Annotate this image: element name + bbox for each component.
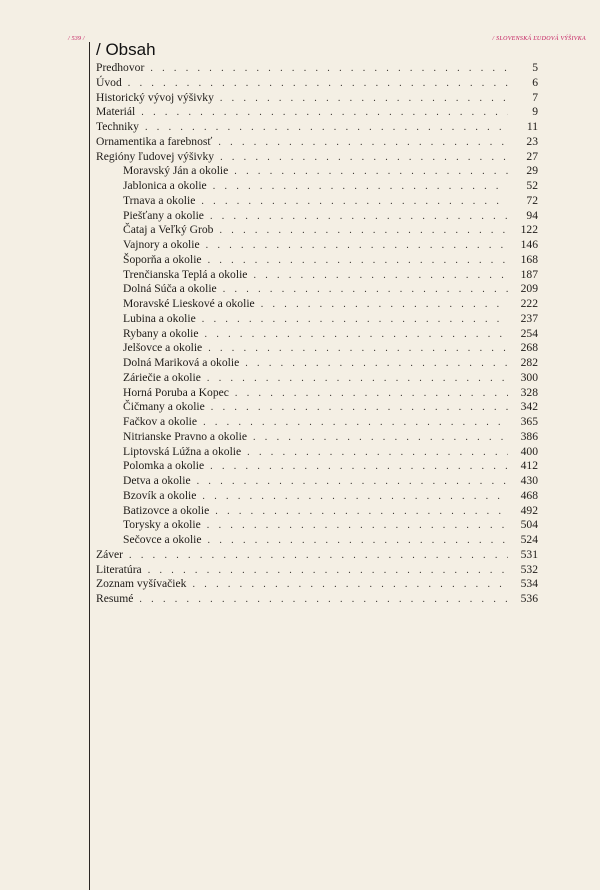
toc-entry-title: Literatúra <box>96 562 142 576</box>
toc-entry-page: 27 <box>526 149 538 163</box>
toc-entry[interactable] <box>96 341 538 356</box>
vertical-rule <box>89 42 90 890</box>
toc-entry[interactable] <box>96 430 538 445</box>
toc-entry[interactable] <box>96 445 538 460</box>
toc-entry[interactable] <box>96 238 538 253</box>
dot-leader <box>220 92 508 107</box>
dot-leader <box>145 121 508 136</box>
toc-entry-title: Úvod <box>96 75 122 89</box>
toc-entry[interactable] <box>96 489 538 504</box>
toc-entry-title: Fačkov a okolie <box>123 415 198 428</box>
dot-leader <box>210 460 508 475</box>
toc-entry-page: 282 <box>520 356 538 369</box>
toc-entry-page: 52 <box>526 179 538 192</box>
dot-leader <box>220 151 508 166</box>
toc-entry-page: 72 <box>526 193 538 207</box>
dot-leader <box>148 564 508 579</box>
toc-entry-title: Horná Poruba a Kopec <box>123 385 229 399</box>
toc-entry[interactable] <box>96 592 538 607</box>
toc-entry[interactable] <box>96 61 538 76</box>
toc-entry-page: 268 <box>520 341 538 355</box>
toc-entry-title: Vajnory a okolie <box>123 238 200 251</box>
dot-leader <box>202 490 508 505</box>
dot-leader <box>253 269 508 284</box>
toc-entry[interactable] <box>96 135 538 150</box>
dot-leader <box>253 431 508 446</box>
toc-entry-title: Moravské Lieskové a okolie <box>123 297 255 310</box>
toc-entry-page: 531 <box>520 547 538 561</box>
dot-leader <box>210 210 508 225</box>
dot-leader <box>215 505 508 520</box>
toc-entry-page: 400 <box>520 444 538 458</box>
toc-entry-title: Polomka a okolie <box>123 459 205 473</box>
toc-entry-title: Ornamentika a farebnosť <box>96 134 213 148</box>
toc-entry-title: Trenčianska Teplá a okolie <box>123 267 248 281</box>
toc-entry-page: 187 <box>520 267 538 281</box>
table-of-contents <box>96 61 538 607</box>
toc-entry-title: Detva a okolie <box>123 474 191 487</box>
toc-entry-title: Zoznam vyšívačiek <box>96 577 187 591</box>
toc-entry-page: 492 <box>520 503 538 517</box>
page-number: / 539 / <box>68 36 85 42</box>
dot-leader <box>234 165 508 180</box>
toc-entry[interactable] <box>96 356 538 371</box>
toc-entry-page: 300 <box>520 370 538 384</box>
dot-leader <box>211 401 508 416</box>
toc-entry-title: Rybany a okolie <box>123 326 199 340</box>
toc-entry-page: 504 <box>520 518 538 532</box>
toc-entry-page: 23 <box>526 134 538 148</box>
toc-entry-title: Predhovor <box>96 61 145 74</box>
toc-entry[interactable] <box>96 327 538 342</box>
toc-entry[interactable] <box>96 548 538 563</box>
dot-leader <box>261 298 508 313</box>
toc-entry[interactable] <box>96 150 538 165</box>
toc-entry[interactable] <box>96 563 538 578</box>
dot-leader <box>207 372 508 387</box>
toc-entry-title: Sečovce a okolie <box>123 533 202 546</box>
dot-leader <box>203 416 508 431</box>
toc-entry-title: Materiál <box>96 105 136 119</box>
toc-entry[interactable] <box>96 179 538 194</box>
dot-leader <box>208 342 508 357</box>
toc-entry[interactable] <box>96 76 538 91</box>
toc-entry-page: 342 <box>520 400 538 414</box>
toc-entry-page: 328 <box>520 385 538 399</box>
toc-entry[interactable] <box>96 504 538 519</box>
toc-entry[interactable] <box>96 459 538 474</box>
toc-entry[interactable] <box>96 194 538 209</box>
toc-entry-page: 365 <box>520 415 538 428</box>
toc-entry-title: Čataj a Veľký Grob <box>123 223 214 237</box>
toc-entry[interactable] <box>96 474 538 489</box>
toc-entry-title: Jablonica a okolie <box>123 179 207 192</box>
dot-leader <box>235 387 508 402</box>
toc-entry-page: 237 <box>520 311 538 325</box>
toc-entry-page: 168 <box>520 252 538 266</box>
dot-leader <box>197 475 508 490</box>
toc-entry-title: Techniky <box>96 120 139 133</box>
toc-entry-page: 5 <box>532 61 538 74</box>
toc-entry[interactable] <box>96 268 538 283</box>
dot-leader <box>141 106 508 121</box>
toc-entry-title: Jelšovce a okolie <box>123 341 203 355</box>
dot-leader <box>207 519 508 534</box>
toc-entry[interactable] <box>96 415 538 430</box>
toc-entry[interactable] <box>96 297 538 312</box>
toc-entry-title: Liptovská Lúžna a okolie <box>123 444 242 458</box>
toc-entry[interactable] <box>96 164 538 179</box>
toc-entry[interactable] <box>96 577 538 592</box>
dot-leader <box>205 328 508 343</box>
toc-entry[interactable] <box>96 400 538 415</box>
toc-entry[interactable] <box>96 282 538 297</box>
toc-entry-title: Piešťany a okolie <box>123 208 204 222</box>
toc-entry[interactable] <box>96 105 538 120</box>
toc-entry-title: Moravský Ján a okolie <box>123 164 229 178</box>
dot-leader <box>247 446 508 461</box>
toc-entry[interactable] <box>96 253 538 268</box>
toc-entry[interactable] <box>96 371 538 386</box>
dot-leader <box>201 195 508 210</box>
toc-entry-page: 146 <box>520 238 538 251</box>
toc-entry-title: Regióny ľudovej výšivky <box>96 149 215 163</box>
dot-leader <box>208 254 508 269</box>
dot-leader <box>192 578 508 593</box>
toc-entry-title: Nitrianske Pravno a okolie <box>123 429 247 443</box>
toc-entry-title: Trnava a okolie <box>123 193 196 207</box>
toc-entry-page: 94 <box>526 208 538 222</box>
toc-entry-page: 7 <box>532 90 538 104</box>
toc-entry-title: Záver <box>96 547 124 561</box>
toc-entry-page: 122 <box>520 223 538 237</box>
toc-entry-page: 386 <box>520 429 538 443</box>
toc-entry-page: 11 <box>526 120 538 133</box>
toc-entry[interactable] <box>96 533 538 548</box>
toc-entry-title: Šoporňa a okolie <box>123 252 202 266</box>
page-title: / Obsah <box>96 40 156 59</box>
toc-entry[interactable] <box>96 223 538 238</box>
toc-entry-title: Čičmany a okolie <box>123 400 205 414</box>
toc-entry-title: Dolná Mariková a okolie <box>123 356 240 369</box>
toc-entry-title: Torysky a okolie <box>123 518 201 532</box>
dot-leader <box>213 180 508 195</box>
toc-entry-page: 222 <box>520 297 538 310</box>
toc-entry-page: 524 <box>520 533 538 546</box>
toc-entry-title: Historický vývoj výšivky <box>96 90 214 104</box>
toc-entry-page: 9 <box>532 105 538 119</box>
dot-leader <box>202 313 508 328</box>
toc-entry-page: 209 <box>520 282 538 296</box>
toc-entry[interactable] <box>96 120 538 135</box>
toc-entry[interactable] <box>96 209 538 224</box>
toc-entry-title: Resumé <box>96 592 134 605</box>
running-head: / SLOVENSKÁ ĽUDOVÁ VÝŠIVKA <box>492 36 586 42</box>
dot-leader <box>139 593 508 608</box>
toc-entry-page: 412 <box>520 459 538 473</box>
toc-entry[interactable] <box>96 312 538 327</box>
toc-entry[interactable] <box>96 386 538 401</box>
toc-entry-page: 29 <box>526 164 538 178</box>
toc-entry-page: 468 <box>520 488 538 502</box>
dot-leader <box>208 534 508 549</box>
toc-entry-page: 532 <box>520 562 538 576</box>
toc-entry-title: Batizovce a okolie <box>123 503 210 517</box>
dot-leader <box>223 283 508 298</box>
toc-entry-page: 534 <box>520 577 538 591</box>
toc-entry[interactable] <box>96 91 538 106</box>
toc-entry-page: 430 <box>520 474 538 487</box>
dot-leader <box>219 224 508 239</box>
dot-leader <box>218 136 508 151</box>
toc-entry-page: 536 <box>520 592 538 605</box>
toc-entry[interactable] <box>96 518 538 533</box>
dot-leader <box>245 357 508 372</box>
dot-leader <box>150 62 508 77</box>
dot-leader <box>128 77 508 92</box>
toc-entry-title: Bzovík a okolie <box>123 488 197 502</box>
toc-entry-page: 6 <box>532 75 538 89</box>
dot-leader <box>129 549 508 564</box>
toc-entry-page: 254 <box>520 326 538 340</box>
toc-entry-title: Lubina a okolie <box>123 311 196 325</box>
dot-leader <box>206 239 508 254</box>
toc-entry-title: Záriečie a okolie <box>123 370 201 384</box>
toc-entry-title: Dolná Súča a okolie <box>123 282 217 296</box>
